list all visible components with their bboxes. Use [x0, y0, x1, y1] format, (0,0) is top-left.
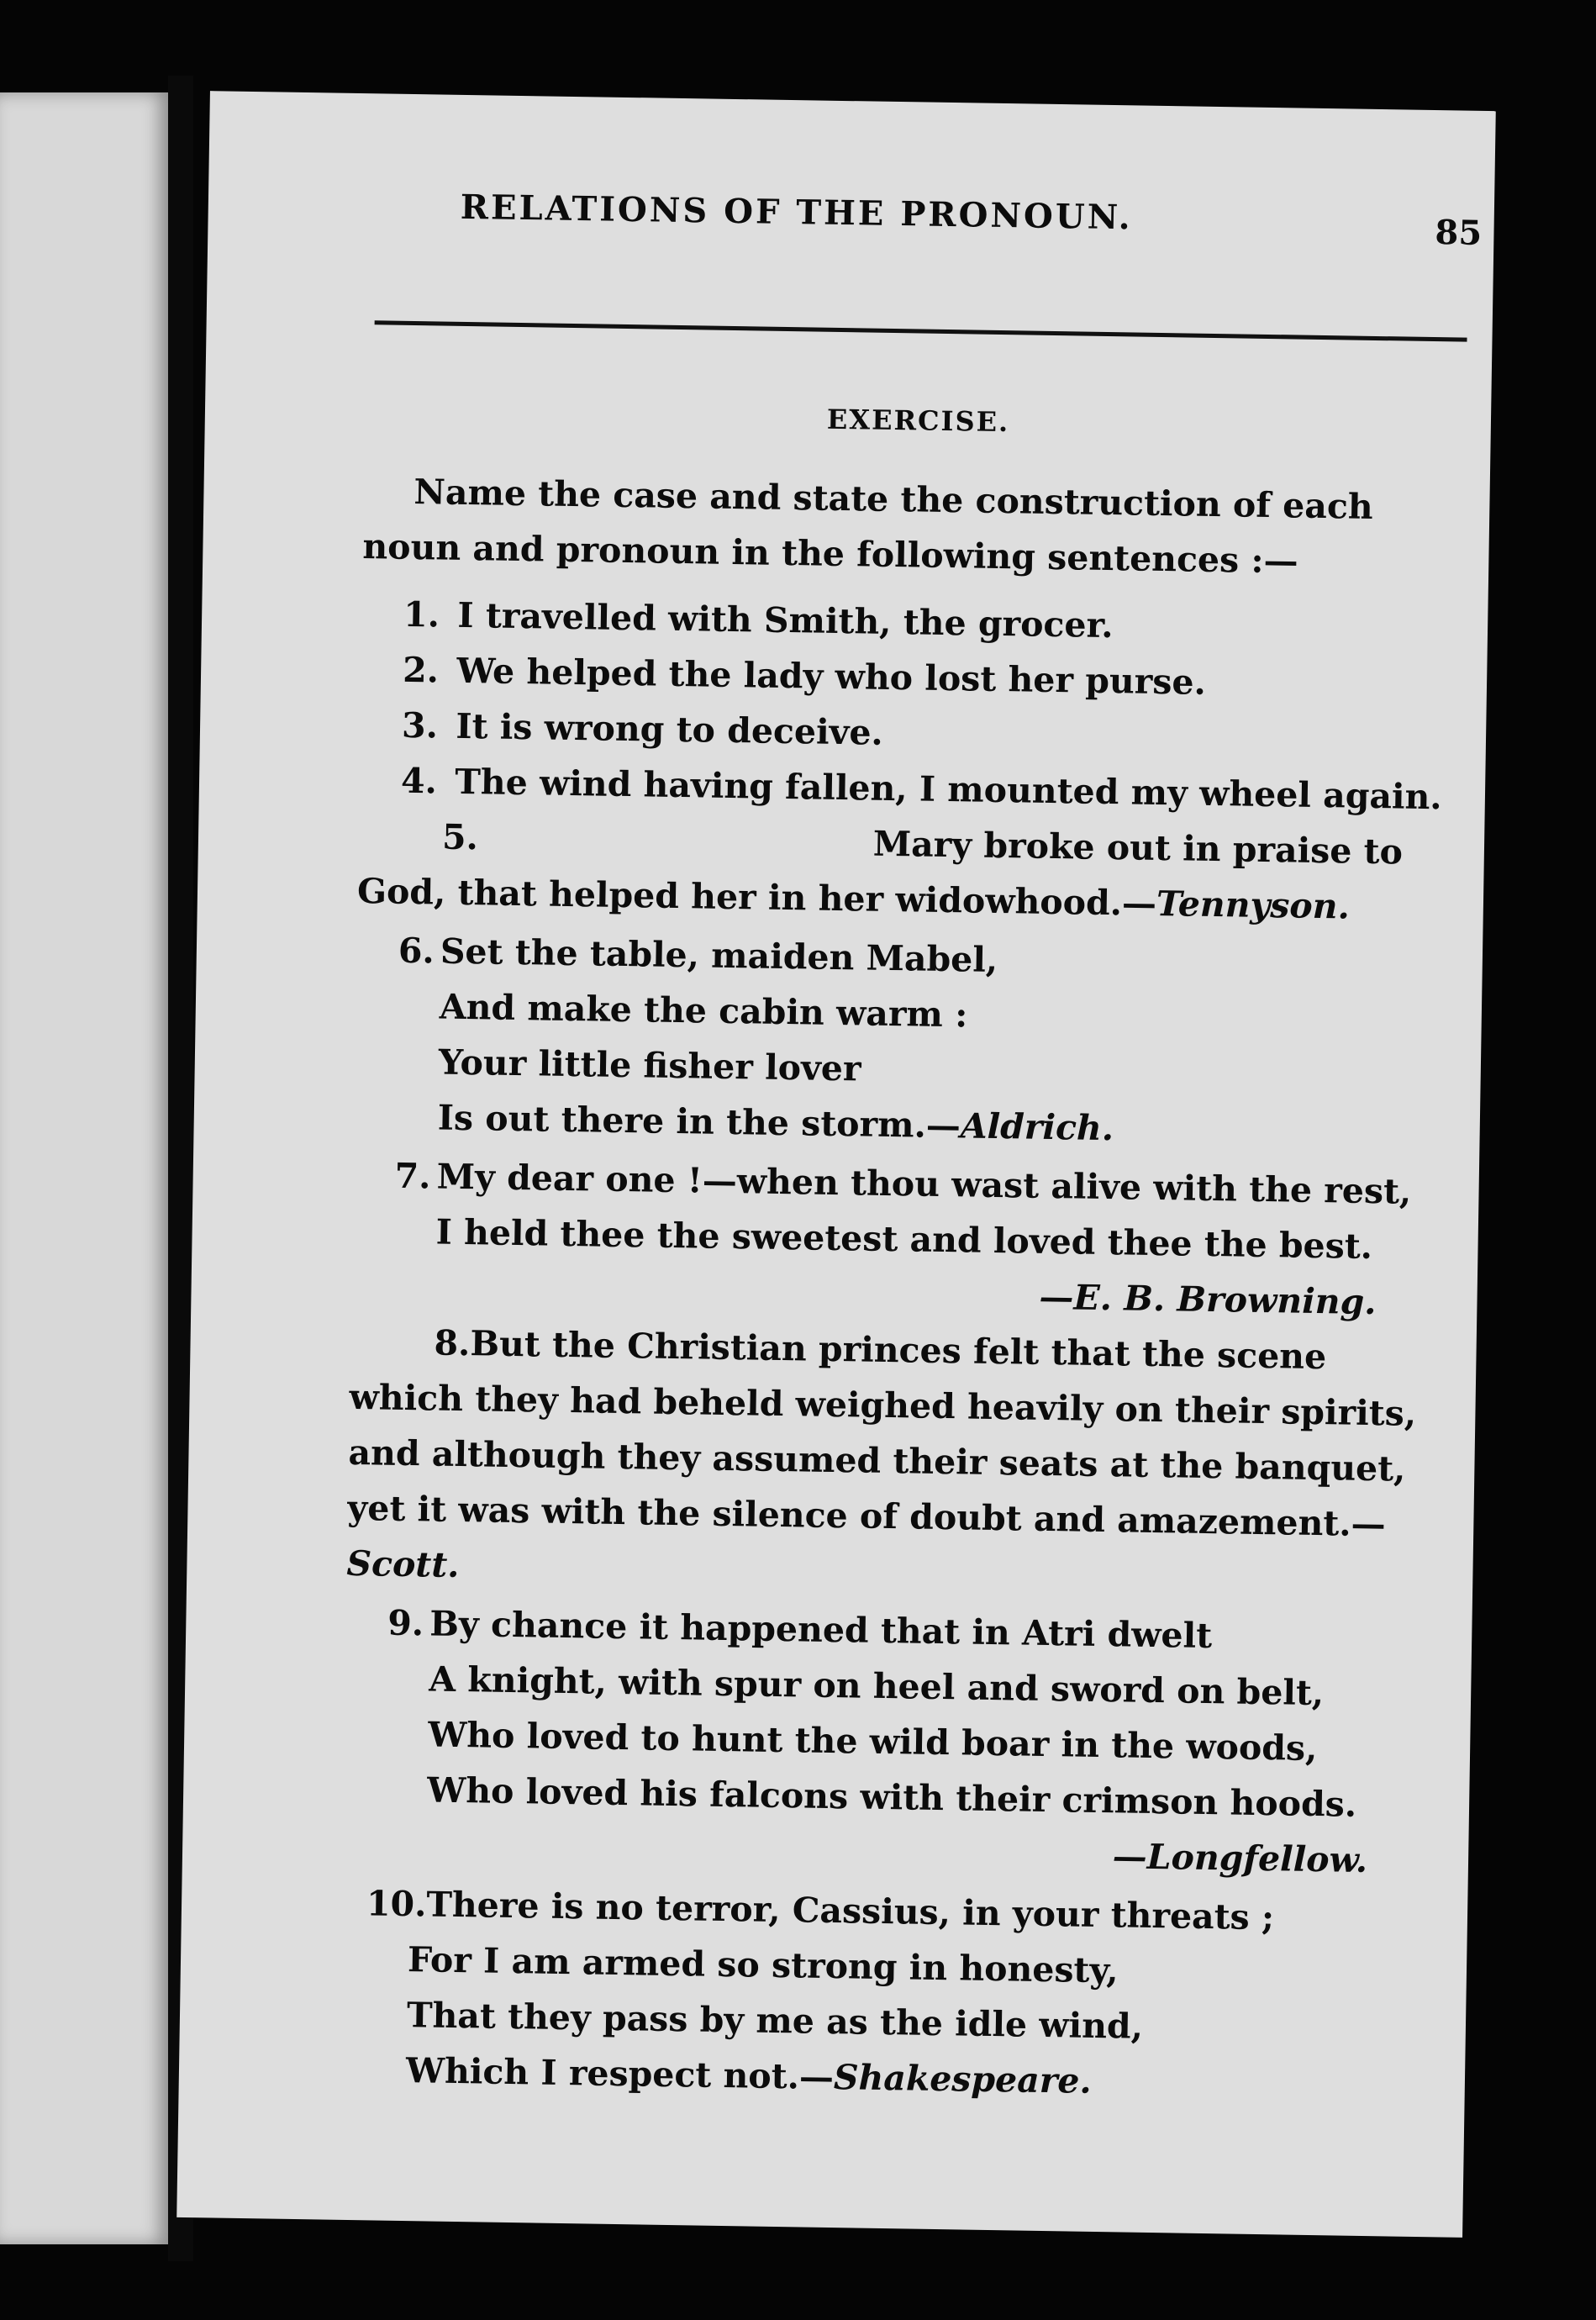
- item-number: 6.: [398, 930, 435, 972]
- instruction-text: Name the case and state the construction of each noun and pronoun in the following sentences :—: [362, 472, 1374, 582]
- verse-line: My dear one !—when thou wast alive with the rest,: [436, 1156, 1412, 1212]
- item-attribution: Shakespeare.: [833, 2057, 1093, 2101]
- verse-line: Who loved to hunt the wild boar in the woods,: [427, 1714, 1318, 1769]
- item-attribution: Scott.: [346, 1542, 460, 1586]
- verse-line: Is out there in the storm.—: [437, 1097, 961, 1147]
- item-number: 2.: [402, 649, 440, 691]
- book-page: [176, 91, 1496, 2238]
- item-text: We helped the lady who lost her purse.: [456, 650, 1207, 703]
- item-number: 8.: [434, 1322, 471, 1364]
- item-number: 10.: [366, 1883, 427, 1925]
- verse-line: Set the table, maiden Mabel,: [440, 931, 998, 980]
- item-attribution: Aldrich.: [960, 1105, 1114, 1149]
- item-number: 4.: [400, 760, 438, 802]
- verse-line: And make the cabin warm :: [439, 986, 968, 1036]
- item-number: 9.: [387, 1602, 424, 1644]
- verse-line: Who loved his falcons with their crimson hoods.: [426, 1769, 1357, 1825]
- item-text: It is wrong to deceive.: [456, 705, 884, 753]
- exercise-item-6: [353, 922, 1449, 1161]
- page-number: 85: [1435, 213, 1483, 253]
- exercise-item-8: [346, 1314, 1443, 1608]
- verse-line: There is no terror, Cassius, in your threats ;: [426, 1884, 1275, 1938]
- facing-page-edge: [0, 92, 168, 2244]
- item-attribution: —E. B. Browning.: [1039, 1276, 1377, 1323]
- verse-line: By chance it happened that in Atri dwelt: [429, 1603, 1213, 1657]
- header-rule: [375, 320, 1467, 341]
- exercise-body: [338, 463, 1456, 2114]
- item-text: But the Christian princes felt that the scene which they had beheld weighed heavily on their spirits, and although they assumed their seats at the banquet, yet it was with the silence of doubt and amazement.—: [347, 1323, 1417, 1545]
- verse-line: I held thee the sweetest and loved thee the best.: [435, 1211, 1373, 1268]
- verse-line: A knight, with spur on heel and sword on belt,: [428, 1658, 1325, 1714]
- exercise-item-5: [357, 808, 1451, 936]
- item-number: 5.: [441, 816, 479, 858]
- item-text: I travelled with Smith, the grocer.: [457, 594, 1114, 646]
- running-head: RELATIONS OF THE PRONOUN.: [460, 187, 1134, 238]
- verse-line: Which I respect not.—: [405, 2050, 835, 2098]
- item-number: 1.: [403, 593, 440, 635]
- verse-line: For I am armed so strong in honesty,: [407, 1939, 1119, 1991]
- verse-line: Your little fisher lover: [438, 1041, 861, 1089]
- item-text: Mary broke out in praise to God, that helped her in her widowhood.—: [356, 823, 1404, 924]
- item-attribution: Tennyson.: [1156, 883, 1351, 927]
- item-number: 3.: [401, 704, 439, 746]
- verse-line: That they pass by me as the idle wind,: [406, 1995, 1144, 2047]
- item-number: 7.: [394, 1155, 431, 1197]
- item-text: The wind having fallen, I mounted my wheel again.: [454, 761, 1443, 818]
- item-attribution: —Longfellow.: [1112, 1836, 1368, 1881]
- exercise-item-10: [338, 1875, 1434, 2114]
- exercise-title: EXERCISE.: [826, 403, 1010, 439]
- exercise-item-9: [342, 1595, 1439, 1889]
- exercise-item-7: [350, 1147, 1446, 1331]
